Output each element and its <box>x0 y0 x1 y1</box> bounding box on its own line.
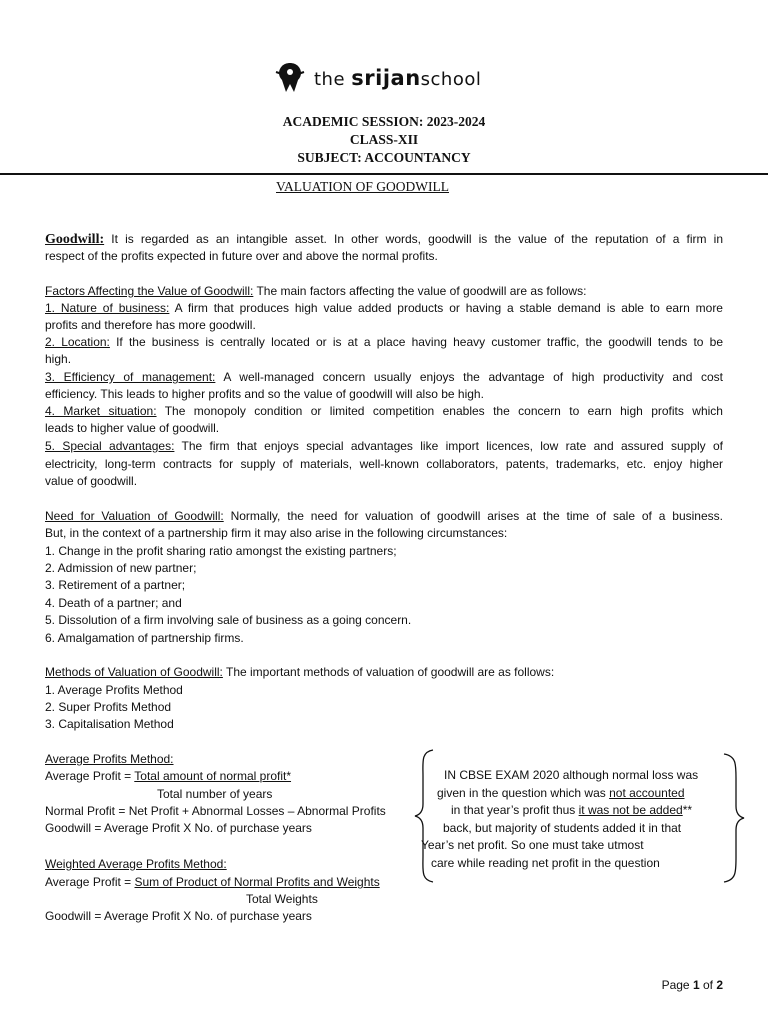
factor-item-cont: efficiency. This leads to higher profits and so the value of goodwill will also be high. <box>45 387 484 401</box>
factor-item-cont: high. <box>45 352 72 366</box>
apm-heading: Average Profits Method: <box>45 752 174 766</box>
wapm-goodwill-formula: Goodwill = Average Profit X No. of purchase years <box>45 909 312 923</box>
apm-goodwill-formula: Goodwill = Average Profit X No. of purchase years <box>45 821 312 835</box>
factor-item: 3. Efficiency of management: A well-managed concern usually enjoys the advantage of high productivity and cost <box>45 370 724 384</box>
wapm-average-formula: Average Profit = Sum of Product of Normal Profits and Weights <box>45 875 380 889</box>
note-line: IN CBSE EXAM 2020 although normal loss was <box>444 768 699 782</box>
method-item: 1. Average Profits Method <box>45 683 183 697</box>
note-line: care while reading net profit in the question <box>431 856 660 870</box>
note-line: given in the question which was not accounted <box>437 786 685 800</box>
goodwill-definition-cont: respect of the profits expected in future over and above the normal profits. <box>45 249 438 263</box>
srijan-emblem-icon <box>272 62 308 94</box>
academic-session: ACADEMIC SESSION: 2023-2024 <box>282 114 486 129</box>
wapm-average-denominator: Total Weights <box>246 892 318 906</box>
school-logo <box>272 62 481 94</box>
apm-average-denominator: Total number of years <box>157 787 273 801</box>
method-item: 2. Super Profits Method <box>45 700 172 714</box>
header-divider <box>0 173 768 175</box>
page-number: Page 1 of 2 <box>661 978 723 992</box>
note-line: back, but majority of students added it in that <box>443 821 682 835</box>
need-item: 2. Admission of new partner; <box>45 561 197 575</box>
goodwill-definition: Goodwill: It is regarded as an intangible asset. In other words, goodwill is the value of the reputation of a firm in <box>45 232 723 247</box>
apm-normal-profit: Normal Profit = Net Profit + Abnormal Losses – Abnormal Profits <box>45 804 386 818</box>
method-item: 3. Capitalisation Method <box>45 717 174 731</box>
factor-item-cont: electricity, long-term contracts for supply of materials, well-known collaborators, patents, trademarks, etc. enjoy higher <box>45 457 723 471</box>
logo-wordmark: the srijanschool <box>314 66 482 90</box>
page-title: VALUATION OF GOODWILL <box>276 179 449 194</box>
need-item: 6. Amalgamation of partnership firms. <box>45 631 244 645</box>
factor-item: 1. Nature of business: A firm that produces high value added products or having a stable demand is able to earn more <box>45 301 723 315</box>
factors-heading-line: Factors Affecting the Value of Goodwill: The main factors affecting the value of goodwill are as follows: <box>45 284 587 298</box>
need-item: 1. Change in the profit sharing ratio amongst the existing partners; <box>45 544 397 558</box>
methods-heading-line: Methods of Valuation of Goodwill: The important methods of valuation of goodwill are as follows: <box>45 665 555 679</box>
factor-item: 2. Location: If the business is centrally located or is at a place having heavy customer traffic, the goodwill tends to be <box>45 335 724 349</box>
factor-item-cont: leads to higher value of goodwill. <box>45 421 220 435</box>
note-right-brace <box>722 752 746 884</box>
subject-label: SUBJECT: ACCOUNTANCY <box>297 150 471 165</box>
need-heading-line: Need for Valuation of Goodwill: Normally, the need for valuation of goodwill arises at the time of sale of a business. <box>45 509 723 523</box>
factor-item: 4. Market situation: The monopoly condition or limited competition enables the concern to earn high profits which <box>45 404 723 418</box>
factor-item-cont: value of goodwill. <box>45 474 138 488</box>
factor-item: 5. Special advantages: The firm that enjoys special advantages like import licences, low rate and assured supply of <box>45 439 723 453</box>
need-item: 4. Death of a partner; and <box>45 596 182 610</box>
need-intro-cont: But, in the context of a partnership firm it may also arise in the following circumstances: <box>45 526 508 540</box>
apm-average-formula: Average Profit = Total amount of normal profit* <box>45 769 292 783</box>
note-line: in that year’s profit thus it was not be added** <box>451 803 693 817</box>
need-item: 3. Retirement of a partner; <box>45 578 186 592</box>
note-line: Year’s net profit. So one must take utmost <box>421 838 644 852</box>
factor-item-cont: profits and therefore has more goodwill. <box>45 318 256 332</box>
class-label: CLASS-XII <box>349 132 419 147</box>
goodwill-label: Goodwill: <box>45 232 105 247</box>
wapm-heading: Weighted Average Profits Method: <box>45 857 227 871</box>
need-item: 5. Dissolution of a firm involving sale of business as a going concern. <box>45 613 412 627</box>
